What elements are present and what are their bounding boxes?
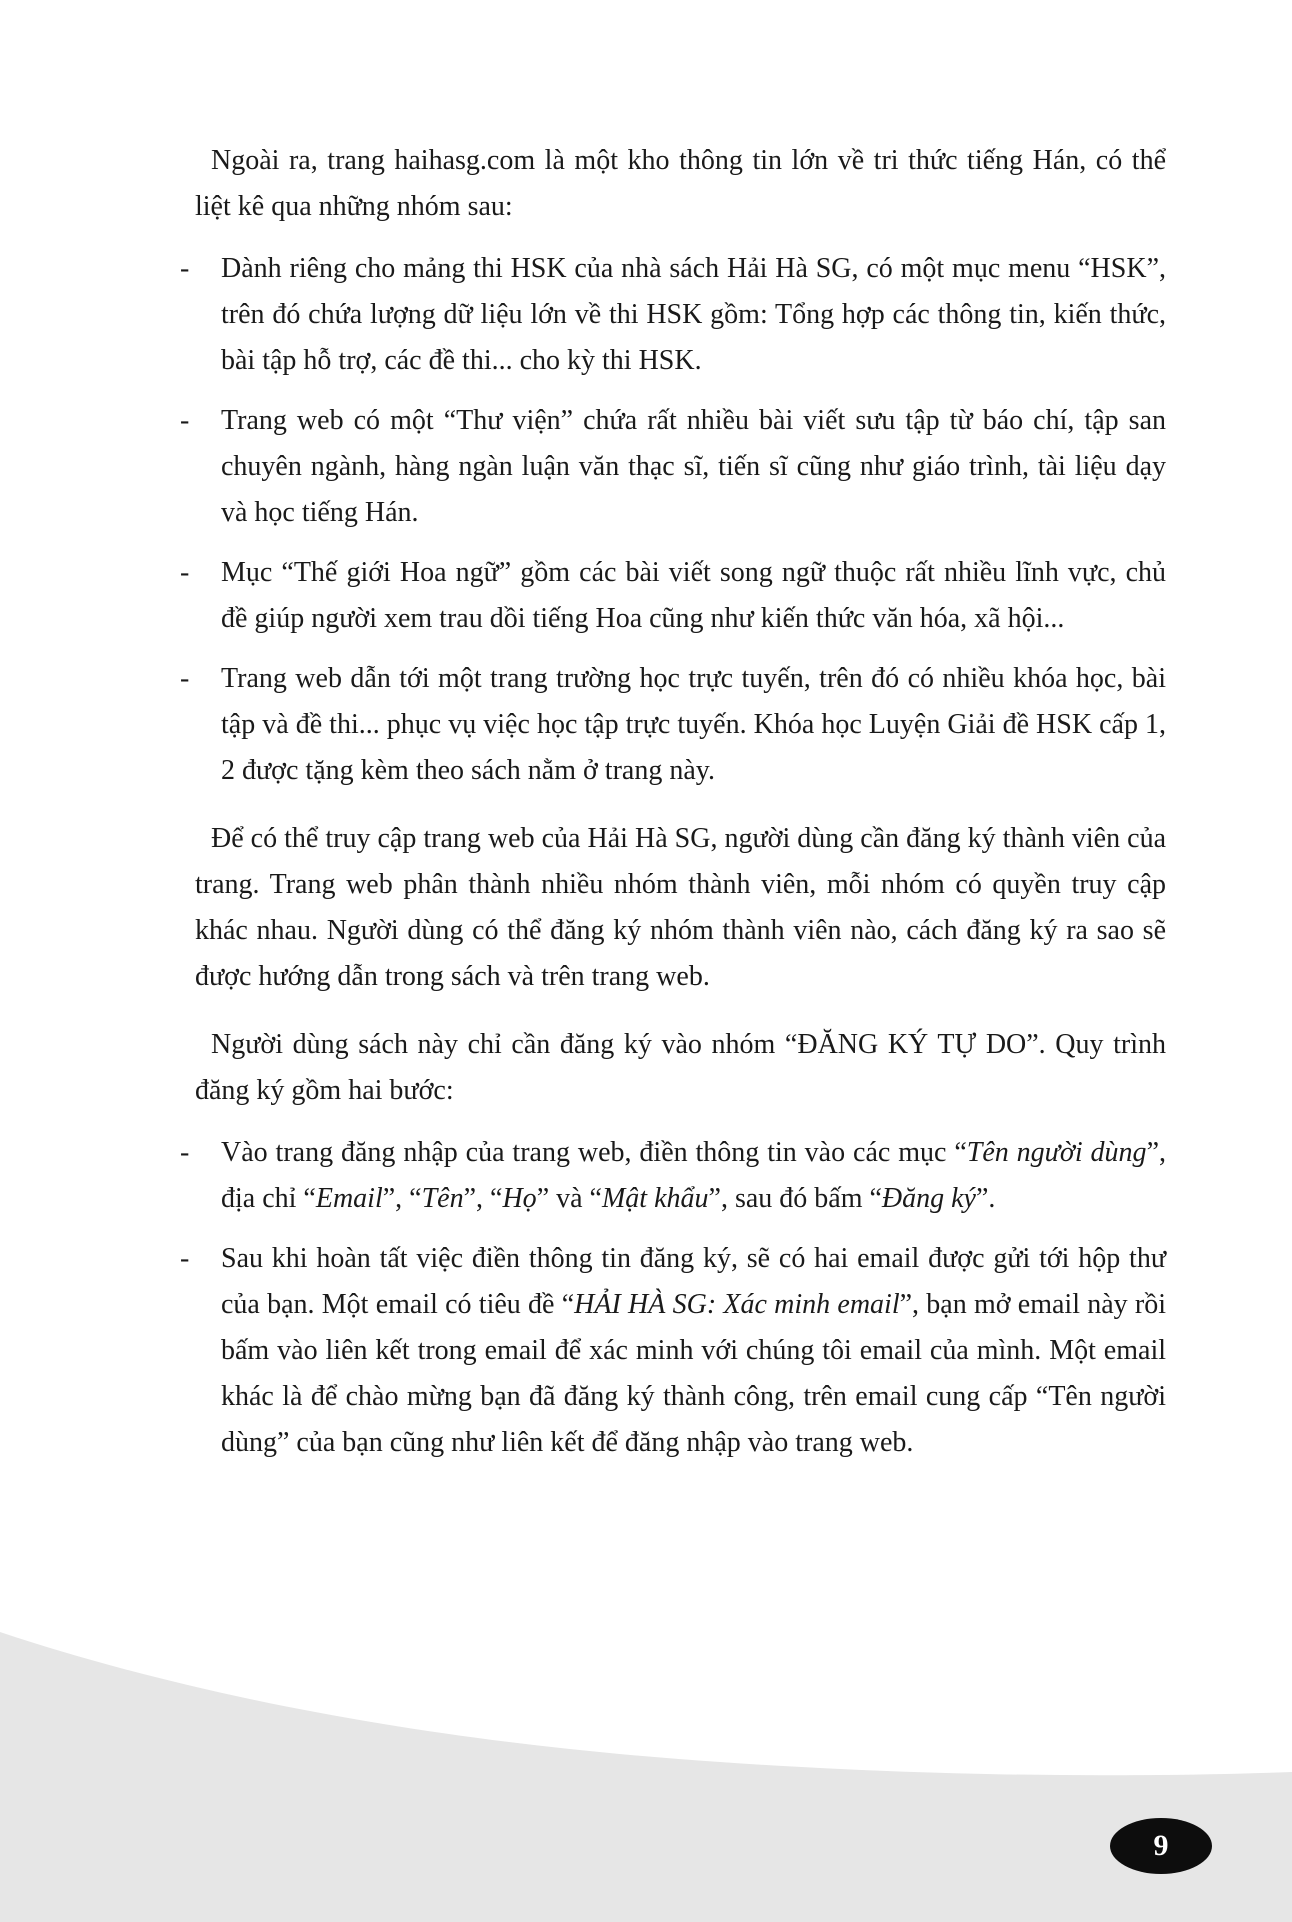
field-name-password: Mật khẩu [601, 1183, 709, 1214]
list-item [180, 398, 1166, 536]
list-item [180, 246, 1166, 384]
registration-paragraph: Người dùng sách này chỉ cần đăng ký vào nhóm “ĐĂNG KÝ TỰ DO”. Quy trình đăng ký gồm hai bước: [195, 1029, 1166, 1106]
text-run: ”. [975, 1183, 996, 1214]
text-run: Sau khi hoàn tất việc điền thông tin đăng ký, sẽ có hai email được gửi tới hộp thư của bạn. Một email có tiêu đề “ [221, 1243, 1166, 1320]
step-2-text [221, 1236, 1166, 1466]
step-1-text [221, 1130, 1166, 1222]
dash-bullet: - [180, 557, 190, 588]
field-name-email: Email [315, 1183, 383, 1214]
text-run: ”, địa chỉ “ [221, 1137, 1166, 1214]
dash-bullet: - [180, 1137, 190, 1168]
text-run: ”, bạn mở email này rồi bấm vào liên kết trong email để xác minh với chúng tôi email của mình. Một email khác là để chào mừng bạn đã đăng ký thành công, trên email cung cấp “Tên người dùng” của bạn cũng như liên kết để đăng nhập vào trang web. [221, 1289, 1167, 1458]
field-name-username: Tên người dùng [966, 1137, 1147, 1168]
list-item [180, 1130, 1166, 1222]
text-run: ” và “ [536, 1183, 602, 1214]
list-item-text: Dành riêng cho mảng thi HSK của nhà sách Hải Hà SG, có một mục menu “HSK”, trên đó chứa lượng dữ liệu lớn về thi HSK gồm: Tổng hợp các thông tin, kiến thức, bài tập hỗ trợ, các đề thi... cho kỳ thi HSK. [221, 253, 1166, 376]
page-body [180, 138, 1166, 1466]
resource-list [180, 246, 1166, 794]
email-subject: HẢI HÀ SG: Xác minh email [574, 1289, 900, 1320]
list-item [180, 1236, 1166, 1466]
footer-wave-band [0, 1632, 1292, 1922]
dash-bullet: - [180, 1243, 190, 1274]
access-paragraph: Để có thể truy cập trang web của Hải Hà SG, người dùng cần đăng ký thành viên của trang. Trang web phân thành nhiều nhóm thành viên, mỗi nhóm có quyền truy cập khác nhau. Người dùng có thể đăng ký nhóm thành viên nào, cách đăng ký ra sao sẽ được hướng dẫn trong sách và trên trang web. [195, 823, 1166, 992]
list-item-text: Mục “Thế giới Hoa ngữ” gồm các bài viết song ngữ thuộc rất nhiều lĩnh vực, chủ đề giúp người xem trau dồi tiếng Hoa cũng như kiến thức văn hóa, xã hội... [221, 557, 1166, 634]
dash-bullet: - [180, 405, 190, 436]
registration-steps [180, 1130, 1166, 1466]
text-run: ”, “ [463, 1183, 503, 1214]
list-item-text: Trang web có một “Thư viện” chứa rất nhiều bài viết sưu tập từ báo chí, tập san chuyên ngành, hàng ngàn luận văn thạc sĩ, tiến sĩ cũng như giáo trình, tài liệu dạy và học tiếng Hán. [221, 405, 1166, 528]
list-item-text: Trang web dẫn tới một trang trường học trực tuyến, trên đó có nhiều khóa học, bài tập và đề thi... phục vụ việc học tập trực tuyến. Khóa học Luyện Giải đề HSK cấp 1, 2 được tặng kèm theo sách nằm ở trang này. [221, 663, 1166, 786]
list-item [180, 550, 1166, 642]
intro-paragraph: Ngoài ra, trang haihasg.com là một kho thông tin lớn về tri thức tiếng Hán, có thể liệt kê qua những nhóm sau: [195, 145, 1166, 222]
dash-bullet: - [180, 253, 190, 284]
register-button-name: Đăng ký [881, 1183, 976, 1214]
list-item [180, 656, 1166, 794]
field-name-last-name: Họ [502, 1183, 537, 1214]
text-run: ”, sau đó bấm “ [708, 1183, 882, 1214]
page-number-badge: 9 [1110, 1818, 1212, 1874]
text-run: Vào trang đăng nhập của trang web, điền thông tin vào các mục “ [221, 1137, 967, 1168]
field-name-first-name: Tên [421, 1183, 464, 1214]
dash-bullet: - [180, 663, 190, 694]
text-run: ”, “ [382, 1183, 422, 1214]
